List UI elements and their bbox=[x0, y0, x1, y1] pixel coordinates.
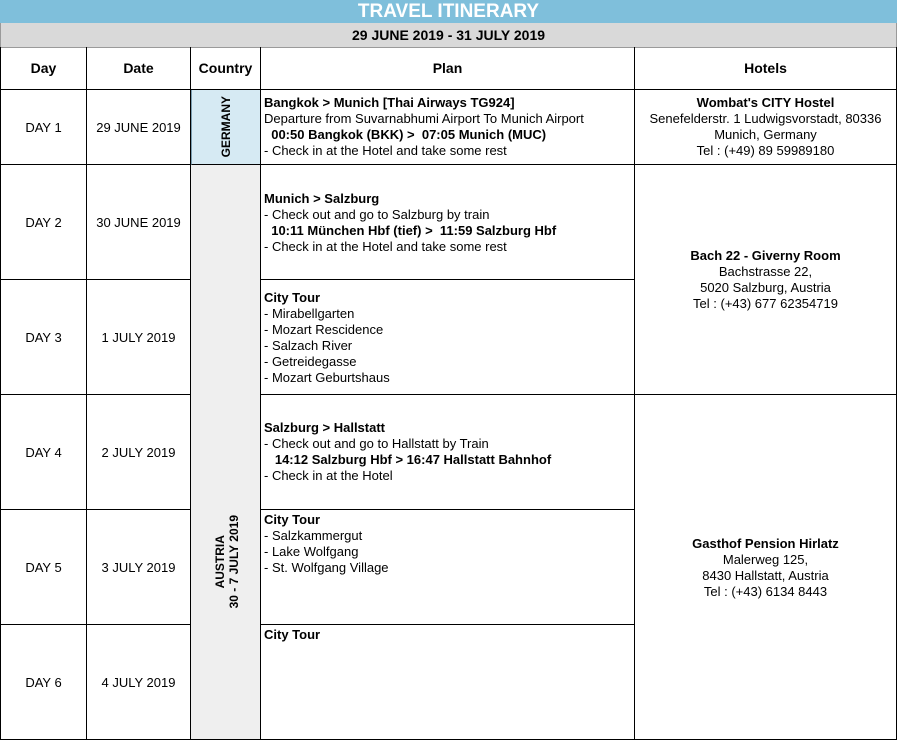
country-austria-label bbox=[213, 515, 241, 608]
country-austria-name: AUSTRIA bbox=[213, 535, 227, 589]
plan-line: 10:11 München Hbf (tief) > 11:59 Salzburg Hbf bbox=[264, 223, 557, 238]
plan-cell bbox=[261, 90, 635, 165]
hotel-phone: Tel : (+49) 89 59989180 bbox=[696, 143, 835, 158]
plan-line: - Mirabellgarten bbox=[264, 306, 355, 321]
plan-cell bbox=[261, 165, 635, 280]
hotel-address: Malerweg 125, bbox=[722, 552, 809, 567]
day-cell: DAY 6 bbox=[0, 625, 87, 740]
plan-line: - Check in at the Hotel and take some rest bbox=[264, 239, 507, 254]
hotel-cell bbox=[635, 90, 897, 165]
country-austria bbox=[191, 165, 261, 740]
plan-line: - Mozart Rescidence bbox=[264, 322, 384, 337]
plan-cell bbox=[261, 280, 635, 395]
date-range: 29 JUNE 2019 - 31 JULY 2019 bbox=[0, 23, 897, 48]
date-cell: 2 JULY 2019 bbox=[87, 395, 191, 510]
header-hotels: Hotels bbox=[635, 47, 897, 90]
header-country: Country bbox=[191, 47, 261, 90]
hotel-name: Gasthof Pension Hirlatz bbox=[692, 536, 839, 551]
header-day: Day bbox=[0, 47, 87, 90]
itinerary-title: TRAVEL ITINERARY bbox=[0, 0, 897, 23]
hotel-name: Bach 22 - Giverny Room bbox=[690, 247, 841, 263]
day-cell: DAY 4 bbox=[0, 395, 87, 510]
hotel-phone: Tel : (+43) 6134 8443 bbox=[703, 584, 828, 599]
date-cell: 29 JUNE 2019 bbox=[87, 90, 191, 165]
hotel-cell bbox=[635, 165, 897, 395]
day-cell: DAY 3 bbox=[0, 280, 87, 395]
hotel-cell bbox=[635, 395, 897, 740]
plan-line: - St. Wolfgang Village bbox=[264, 560, 389, 575]
hotel-address: Bachstrasse 22, bbox=[718, 263, 813, 279]
date-cell: 30 JUNE 2019 bbox=[87, 165, 191, 280]
plan-cell bbox=[261, 510, 635, 625]
plan-line: City Tour bbox=[264, 512, 321, 527]
plan-line: - Salzkammergut bbox=[264, 528, 363, 543]
plan-line: - Getreidegasse bbox=[264, 354, 357, 369]
country-germany-label: GERMANY bbox=[219, 96, 233, 158]
date-cell: 1 JULY 2019 bbox=[87, 280, 191, 395]
plan-cell bbox=[261, 625, 635, 740]
plan-line: Bangkok > Munich [Thai Airways TG924] bbox=[264, 95, 515, 110]
day-cell: DAY 2 bbox=[0, 165, 87, 280]
plan-line: - Check in at the Hotel and take some rest bbox=[264, 143, 507, 158]
plan-line: Departure from Suvarnabhumi Airport To Munich Airport bbox=[264, 111, 584, 126]
plan-line: - Mozart Geburtshaus bbox=[264, 370, 390, 385]
country-germany bbox=[191, 90, 261, 165]
plan-line: 00:50 Bangkok (BKK) > 07:05 Munich (MUC) bbox=[264, 127, 547, 142]
hotel-address: Senefelderstr. 1 Ludwigsvorstadt, 80336 bbox=[649, 111, 882, 126]
plan-line: - Check in at the Hotel bbox=[264, 468, 393, 483]
hotel-city: 5020 Salzburg, Austria bbox=[700, 279, 831, 295]
plan-line: Salzburg > Hallstatt bbox=[264, 420, 385, 435]
plan-line: - Check out and go to Salzburg by train bbox=[264, 207, 490, 222]
date-cell: 4 JULY 2019 bbox=[87, 625, 191, 740]
plan-line: - Check out and go to Hallstatt by Train bbox=[264, 436, 489, 451]
plan-line: City Tour bbox=[264, 627, 321, 642]
plan-cell bbox=[261, 395, 635, 510]
country-austria-dates: 30 - 7 JULY 2019 bbox=[227, 515, 241, 609]
day-cell: DAY 5 bbox=[0, 510, 87, 625]
hotel-city: Munich, Germany bbox=[714, 127, 817, 142]
hotel-city: 8430 Hallstatt, Austria bbox=[702, 568, 829, 583]
hotel-name: Wombat's CITY Hostel bbox=[696, 95, 835, 110]
day-cell: DAY 1 bbox=[0, 90, 87, 165]
hotel-phone: Tel : (+43) 677 62354719 bbox=[693, 295, 838, 311]
date-cell: 3 JULY 2019 bbox=[87, 510, 191, 625]
plan-line: 14:12 Salzburg Hbf > 16:47 Hallstatt Bahnhof bbox=[264, 452, 552, 467]
plan-line: Munich > Salzburg bbox=[264, 191, 380, 206]
header-plan: Plan bbox=[261, 47, 635, 90]
plan-line: - Salzach River bbox=[264, 338, 353, 353]
header-date: Date bbox=[87, 47, 191, 90]
plan-line: - Lake Wolfgang bbox=[264, 544, 359, 559]
plan-line: City Tour bbox=[264, 290, 321, 305]
